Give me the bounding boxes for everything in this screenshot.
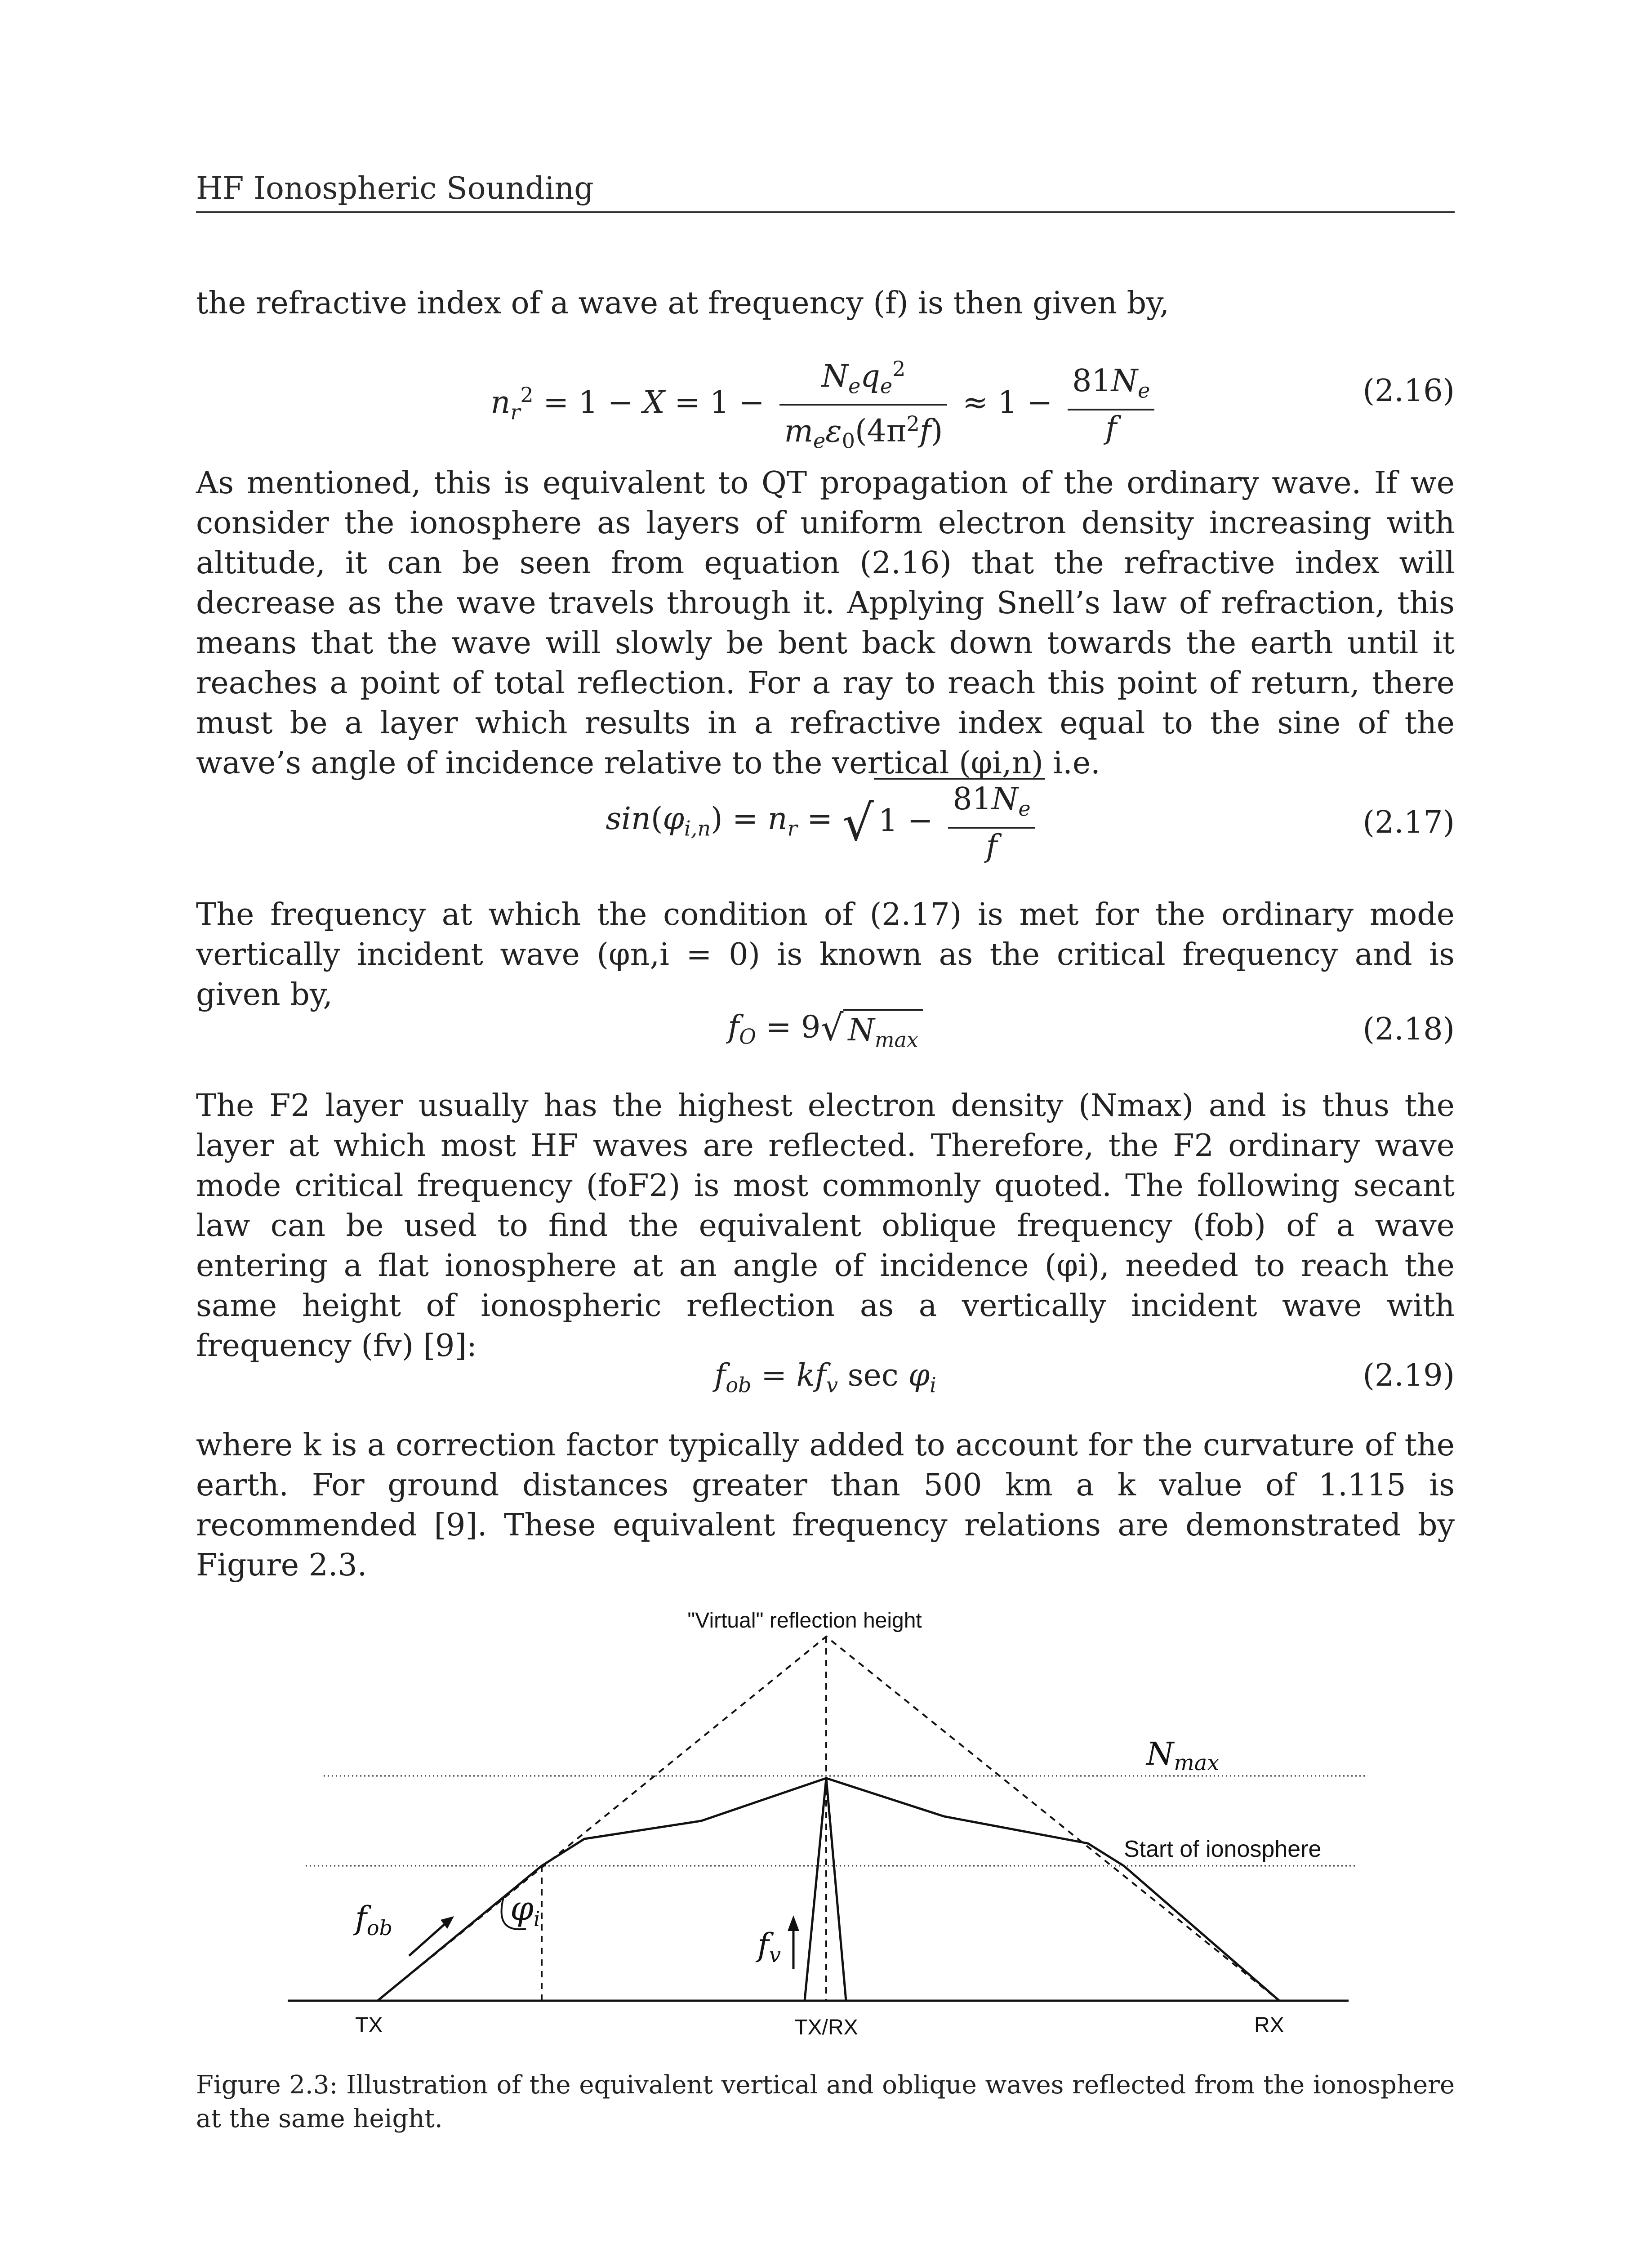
fv-label: [755, 1927, 781, 1967]
fv-label-main: f: [757, 1927, 769, 1963]
equation-2-18-body: $f_O = 9√$ $N_{max}$: [196, 1007, 1455, 1052]
equation-2-16-body: $n_r^2 = 1 - X = 1$ − $\frac{N_eq_e^2}{m_e\varepsilon_0(4\pi^2f)}$ ≈ 1 − $\frac{81N_e}{f}$: [196, 351, 1455, 459]
virtual-height-label: "Virtual" reflection height: [687, 1609, 922, 1632]
equation-2-17-body: $\sin(\varphi_{i,n}) = n_r$ = √ 1 − $\frac{81N_e}{f}$: [196, 778, 1455, 865]
virtual-path: [378, 1637, 1279, 2001]
equation-2-17: [196, 773, 1455, 863]
start-ionosphere-label: Start of ionosphere: [1124, 1836, 1322, 1862]
fv-arrowhead: [788, 1915, 799, 1931]
fob-arrow: [409, 1920, 450, 1956]
equation-2-16-number: (2.16): [1363, 373, 1455, 409]
equation-2-19-number: (2.19): [1363, 1358, 1455, 1393]
fob-label-main: f: [355, 1900, 367, 1936]
equation-2-17-number: (2.17): [1363, 805, 1455, 840]
running-header: HF Ionospheric Sounding: [196, 171, 594, 206]
paragraph-2: As mentioned, this is equivalent to QT propagation of the ordinary wave. If we consider the ionosphere as layers of uniform electron density increasing with altitude, it can be seen from equation (2.16) that the refractive index will decrease as the wave travels through it. Applying Snell’s law of refraction, this means that the wave will slowly be bent back down towards the earth until it reaches a point of total reflection. For a ray to reach this point of return, there must be a layer which results in a refractive index equal to the sine of the wave’s angle of incidence relative to the vertical (φi,n) i.e.: [196, 465, 1455, 781]
phi-label-sub: i: [533, 1907, 540, 1931]
paragraph-1: the refractive index of a wave at frequency (f) is then given by,: [196, 285, 1170, 321]
header-rule: [196, 211, 1455, 213]
phi-label-main: φ: [510, 1889, 534, 1928]
fv-label-sub: v: [769, 1943, 781, 1967]
phi-label: [510, 1889, 540, 1931]
equation-2-18-number: (2.18): [1363, 1012, 1455, 1047]
nmax-label-sub: max: [1174, 1750, 1220, 1775]
figure-caption: Figure 2.3: Illustration of the equivalent vertical and oblique waves reflected from the ionosphere at the same height.: [196, 2070, 1455, 2133]
equation-2-16: [196, 342, 1455, 453]
paragraph-4: The F2 layer usually has the highest electron density (Nmax) and is thus the layer at which most HF waves are reflected. Therefore, the F2 ordinary wave mode critical frequency (foF2) is most commonly quoted. The following secant law can be used to find the equivalent oblique frequency (fob) of a wave entering a flat ionosphere at an angle of incidence (φi), needed to reach the same height of ionospheric reflection as a vertically incident wave with frequency (fv) [9]:: [196, 1088, 1455, 1364]
equation-2-19-body: $f_{ob} = kf_v$ $\sec \varphi_i$: [714, 1358, 936, 1397]
equation-2-18: [196, 1003, 1455, 1093]
figure-ionosphere-diagram: [270, 1605, 1380, 2055]
nmax-label: [1145, 1735, 1219, 1775]
tx-label: TX: [355, 2013, 383, 2037]
fob-label: [353, 1900, 392, 1940]
txrx-label: TX/RX: [794, 2016, 858, 2039]
nmax-label-main: N: [1146, 1735, 1174, 1772]
rx-label: RX: [1254, 2013, 1284, 2037]
fob-label-sub: ob: [366, 1916, 393, 1940]
paragraph-3: The frequency at which the condition of (2.17) is met for the ordinary mode vertically incident wave (φn,i = 0) is known as the critical frequency and is given by,: [196, 897, 1455, 1012]
paragraph-5: where k is a correction factor typically added to account for the curvature of the earth. For ground distances greater than 500 km a k value of 1.115 is recommended [9]. These equivalent frequency relations are demonstrated by Figure 2.3.: [196, 1427, 1455, 1583]
